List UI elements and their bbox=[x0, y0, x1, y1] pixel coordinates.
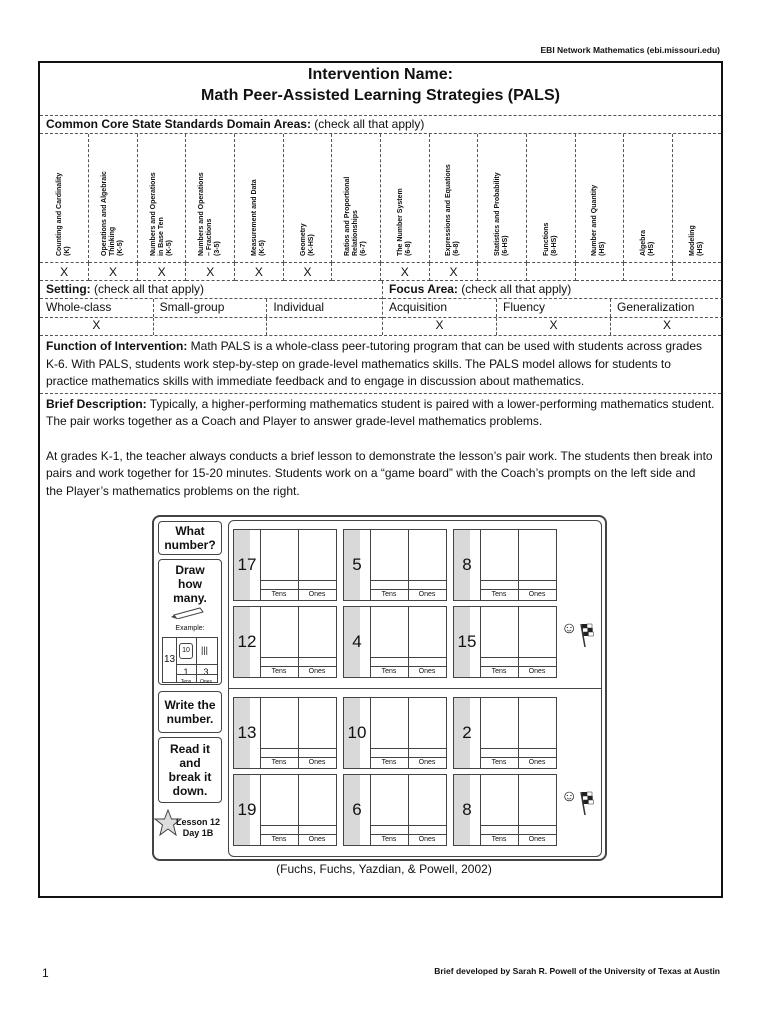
cell-mid-line bbox=[370, 748, 446, 749]
domain-header bbox=[89, 134, 138, 263]
domain-label-line: (HS) bbox=[599, 241, 607, 256]
place-value-labels bbox=[370, 834, 446, 845]
domain-header bbox=[332, 134, 381, 263]
brief-description-section bbox=[40, 394, 721, 520]
ccss-label bbox=[40, 116, 721, 134]
domain-mark: X bbox=[186, 263, 235, 281]
place-value-labels bbox=[480, 589, 556, 600]
focus-mark-fluency: X bbox=[497, 318, 611, 335]
tens-label: Tens bbox=[271, 836, 287, 843]
problem-number: 5 bbox=[344, 530, 371, 600]
ones-label: Ones bbox=[418, 836, 436, 843]
problem-cell bbox=[233, 606, 337, 678]
domain-header bbox=[526, 134, 575, 263]
domain-header bbox=[40, 134, 89, 263]
problem-number: 8 bbox=[454, 775, 481, 845]
domain-header bbox=[429, 134, 478, 263]
problem-cell bbox=[453, 697, 557, 769]
problem-cell bbox=[453, 606, 557, 678]
focus-label-bold: Focus Area: bbox=[389, 282, 458, 296]
domain-label bbox=[494, 172, 510, 256]
example-number: 13 bbox=[163, 638, 177, 682]
setting-option-individual: Individual bbox=[273, 300, 325, 314]
problem-number: 17 bbox=[234, 530, 261, 600]
function-label: Function of Intervention: bbox=[46, 339, 188, 353]
domain-header bbox=[624, 134, 673, 263]
focus-options bbox=[383, 299, 723, 318]
domain-mark: X bbox=[89, 263, 138, 281]
tens-label: Tens bbox=[271, 759, 287, 766]
lesson-number: Lesson 12 bbox=[176, 817, 221, 827]
setting-label bbox=[40, 281, 382, 299]
focus-label bbox=[383, 281, 723, 299]
problem-cell bbox=[233, 529, 337, 601]
function-section bbox=[40, 336, 721, 394]
place-value-labels bbox=[480, 666, 556, 677]
focus-label-rest: (check all that apply) bbox=[457, 282, 572, 296]
lesson-day: Day 1B bbox=[182, 828, 214, 838]
domain-label-line: (HS) bbox=[696, 241, 704, 256]
ones-label: Ones bbox=[308, 668, 326, 675]
domain-label-line: Geometry bbox=[299, 223, 307, 256]
cell-mid-line bbox=[370, 825, 446, 826]
domain-label-line: (K) bbox=[64, 246, 72, 256]
domain-label bbox=[689, 225, 705, 256]
problem-number: 10 bbox=[344, 698, 371, 768]
setting-option-small-group: Small-group bbox=[154, 299, 268, 317]
tens-label: Tens bbox=[381, 591, 397, 598]
cell-mid-line bbox=[480, 748, 556, 749]
domain-label-line: (3-5) bbox=[214, 241, 222, 256]
coach-prompts-column bbox=[154, 517, 228, 859]
domain-label-line: Measurement and Data bbox=[250, 179, 258, 256]
setting-marks bbox=[40, 318, 382, 335]
domain-mark-row bbox=[40, 263, 721, 281]
domain-label bbox=[344, 177, 368, 256]
domain-label-line: Number and Quantity bbox=[591, 184, 599, 256]
footer-credit: Brief developed by Sarah R. Powell of the University of Texas at Austin bbox=[434, 966, 720, 976]
problem-number: 6 bbox=[344, 775, 371, 845]
domain-label bbox=[397, 188, 413, 256]
prompt-write-the-number: Write the number. bbox=[158, 691, 222, 733]
prompt-draw-how-many: Draw how many. bbox=[173, 563, 207, 605]
focus-mark-acquisition: X bbox=[383, 318, 497, 335]
cell-mid-line bbox=[260, 580, 336, 581]
domain-mark: X bbox=[283, 263, 332, 281]
domain-label bbox=[198, 172, 222, 256]
domain-label-line: Modeling bbox=[688, 225, 696, 256]
domain-label-line: (K-5) bbox=[116, 240, 124, 256]
place-value-labels bbox=[260, 589, 336, 600]
problem-cell bbox=[233, 774, 337, 846]
domain-mark: X bbox=[235, 263, 284, 281]
tens-label: Tens bbox=[491, 836, 507, 843]
domain-label bbox=[251, 179, 267, 256]
problem-cell bbox=[343, 774, 447, 846]
domain-label-line: (K-5) bbox=[258, 240, 266, 256]
cell-mid-line bbox=[370, 580, 446, 581]
prompt-what-number: What number? bbox=[158, 521, 222, 555]
focus-option-generalization: Generalization bbox=[617, 300, 695, 314]
domain-label bbox=[150, 172, 174, 256]
domain-header bbox=[283, 134, 332, 263]
problem-number: 13 bbox=[234, 698, 261, 768]
problem-number: 4 bbox=[344, 607, 371, 677]
domain-label-line: (8-HS) bbox=[550, 235, 558, 256]
prompt-draw-how-many-box bbox=[158, 559, 222, 685]
tens-label: Tens bbox=[491, 591, 507, 598]
domain-label-line: (6-HS) bbox=[502, 235, 510, 256]
cell-mid-line bbox=[370, 657, 446, 658]
focus-mark-generalization: X bbox=[662, 318, 671, 332]
ones-label: Ones bbox=[308, 759, 326, 766]
tens-label: Tens bbox=[381, 759, 397, 766]
domain-label-line: – Fractions bbox=[206, 218, 214, 256]
domain-label-line: Relationships bbox=[352, 210, 360, 256]
place-value-labels bbox=[260, 666, 336, 677]
setting-option-whole-class: Whole-class bbox=[40, 299, 154, 317]
domain-header bbox=[186, 134, 235, 263]
domain-mark bbox=[332, 263, 381, 281]
setting-label-rest: (check all that apply) bbox=[90, 282, 205, 296]
domain-label bbox=[543, 223, 559, 256]
domain-label-line: Statistics and Probability bbox=[494, 172, 502, 256]
domain-label-line: Numbers and Operations bbox=[149, 172, 157, 256]
checkered-flag-icon bbox=[579, 622, 597, 653]
focus-marks bbox=[383, 318, 723, 335]
cell-mid-line bbox=[480, 825, 556, 826]
setting-mark-individual bbox=[267, 318, 382, 335]
ones-label: Ones bbox=[528, 668, 546, 675]
player-problems-grid bbox=[228, 520, 602, 857]
domain-header bbox=[575, 134, 624, 263]
domain-mark: X bbox=[137, 263, 186, 281]
domain-label-line: Expressions and Equations bbox=[445, 164, 453, 256]
domain-label-line: (6-7) bbox=[360, 241, 368, 256]
smiley-icon: ☺ bbox=[561, 788, 578, 805]
domain-label bbox=[300, 223, 316, 256]
domain-label-line: Thinking bbox=[108, 226, 116, 256]
problem-cell bbox=[343, 606, 447, 678]
domain-header bbox=[137, 134, 186, 263]
grid-divider bbox=[229, 688, 601, 689]
cell-mid-line bbox=[260, 825, 336, 826]
domain-label bbox=[445, 164, 461, 256]
checkered-flag-icon bbox=[579, 790, 597, 821]
domain-mark bbox=[672, 263, 721, 281]
ones-label: Ones bbox=[528, 759, 546, 766]
cell-mid-line bbox=[260, 748, 336, 749]
domain-label-line: Numbers and Operations bbox=[198, 172, 206, 256]
brief-text-1: Typically, a higher-performing mathematics student is paired with a lower-performing mathematics student. The pair works together as a Coach and Player to answer grade-level mathematics problems. bbox=[46, 396, 715, 428]
ones-label: Ones bbox=[418, 668, 436, 675]
ones-label: Ones bbox=[308, 591, 326, 598]
example-label: Example: bbox=[175, 625, 205, 632]
setting-mark-whole-class: X bbox=[40, 318, 154, 335]
example-cell bbox=[162, 637, 218, 683]
tens-label: Tens bbox=[271, 668, 287, 675]
page-number: 1 bbox=[42, 966, 49, 980]
pencil-icon bbox=[170, 605, 210, 619]
cell-mid-line bbox=[480, 580, 556, 581]
domain-label-line: Operations and Algebraic bbox=[100, 171, 108, 256]
setting-mark-small-group bbox=[154, 318, 268, 335]
place-value-labels bbox=[370, 589, 446, 600]
problem-cell bbox=[453, 774, 557, 846]
domain-mark bbox=[624, 263, 673, 281]
ones-label: Ones bbox=[308, 836, 326, 843]
domain-mark: X bbox=[429, 263, 478, 281]
ten-stick-icon: 10 bbox=[179, 643, 193, 659]
problem-number: 12 bbox=[234, 607, 261, 677]
ones-label: Ones bbox=[528, 836, 546, 843]
function-text: Math PALS is a whole-class peer-tutoring program that can be used with students across grades K-6. With PALS, students work step-by-step on grade-level mathematics skills. The PALS model allows for students to practice mathematics skills with immediate feedback and to engage in discussion about mathematics. bbox=[46, 339, 703, 388]
focus-section bbox=[383, 281, 723, 335]
domain-label-line: Ratios and Proportional bbox=[344, 176, 352, 256]
problem-number: 2 bbox=[454, 698, 481, 768]
tens-label: Tens bbox=[491, 668, 507, 675]
domain-mark bbox=[526, 263, 575, 281]
setting-label-bold: Setting: bbox=[46, 282, 91, 296]
place-value-labels bbox=[370, 666, 446, 677]
domain-label-line: (K-5) bbox=[165, 240, 173, 256]
domain-label-line: (HS) bbox=[648, 241, 655, 256]
prompt-read-it-and-break-it-down: Read it and break it down. bbox=[158, 737, 222, 803]
setting-section bbox=[40, 281, 383, 335]
brief-label: Brief Description: bbox=[46, 396, 147, 411]
domain-label-line: (6-8) bbox=[453, 241, 461, 256]
title-line-1: Intervention Name: bbox=[308, 66, 453, 83]
place-value-labels bbox=[480, 757, 556, 768]
domain-mark: X bbox=[380, 263, 429, 281]
focus-option-fluency: Fluency bbox=[497, 299, 611, 317]
domain-header bbox=[380, 134, 429, 263]
problem-number: 19 bbox=[234, 775, 261, 845]
ones-label: Ones bbox=[418, 591, 436, 598]
problem-cell bbox=[343, 529, 447, 601]
domain-label bbox=[591, 185, 607, 256]
domain-mark bbox=[478, 263, 527, 281]
domain-label bbox=[101, 171, 125, 256]
game-board-figure bbox=[152, 515, 607, 861]
cell-mid-line bbox=[480, 657, 556, 658]
ones-tally-icon: ||| bbox=[201, 645, 209, 655]
domain-label-line: (6-8) bbox=[404, 241, 412, 256]
tens-label: Tens bbox=[491, 759, 507, 766]
title-line-2: Math Peer-Assisted Learning Strategies (PALS) bbox=[201, 87, 560, 104]
domain-header bbox=[672, 134, 721, 263]
domain-label-line: Counting and Cardinality bbox=[56, 172, 64, 256]
problem-number: 8 bbox=[454, 530, 481, 600]
place-value-labels bbox=[480, 834, 556, 845]
place-value-labels bbox=[260, 757, 336, 768]
place-value-labels bbox=[370, 757, 446, 768]
lesson-label bbox=[176, 817, 220, 839]
ones-label: Ones bbox=[418, 759, 436, 766]
domain-header bbox=[235, 134, 284, 263]
example-ones-value: 3 bbox=[203, 667, 209, 677]
cell-mid-line bbox=[260, 657, 336, 658]
domain-label bbox=[640, 230, 656, 256]
place-value-labels bbox=[260, 834, 336, 845]
domain-mark: X bbox=[40, 263, 89, 281]
tens-label: Tens bbox=[381, 836, 397, 843]
domain-label-line: in Base Ten bbox=[157, 217, 165, 256]
smiley-icon: ☺ bbox=[561, 620, 578, 637]
source-line: EBI Network Mathematics (ebi.missouri.edu) bbox=[540, 45, 720, 55]
example-ones-label: Ones bbox=[200, 679, 212, 685]
setting-focus-row bbox=[40, 281, 721, 336]
title-block bbox=[40, 63, 721, 116]
domain-label-line: (K-HS) bbox=[307, 234, 315, 256]
problem-number: 15 bbox=[454, 607, 481, 677]
citation: (Fuchs, Fuchs, Yazdian, & Powell, 2002) bbox=[276, 862, 492, 876]
domain-label-line: Algebra bbox=[640, 229, 647, 256]
domain-header bbox=[478, 134, 527, 263]
problem-cell bbox=[343, 697, 447, 769]
domain-mark bbox=[575, 263, 624, 281]
example-tens-label: Tens bbox=[180, 679, 192, 685]
tens-label: Tens bbox=[381, 668, 397, 675]
tens-label: Tens bbox=[271, 591, 287, 598]
domain-head-row bbox=[40, 134, 721, 263]
problem-cell bbox=[453, 529, 557, 601]
example-tens-value: 1 bbox=[183, 667, 189, 677]
ones-label: Ones bbox=[528, 591, 546, 598]
domain-label bbox=[56, 173, 72, 256]
ccss-label-bold: Common Core State Standards Domain Areas: bbox=[46, 117, 311, 131]
ccss-label-rest: (check all that apply) bbox=[310, 117, 425, 131]
setting-options bbox=[40, 299, 382, 318]
domain-table bbox=[40, 134, 721, 281]
problem-cell bbox=[233, 697, 337, 769]
focus-option-acquisition: Acquisition bbox=[383, 299, 497, 317]
domain-label-line: The Number System bbox=[396, 188, 404, 256]
domain-label-line: Functions bbox=[542, 222, 550, 256]
brief-text-2: At grades K-1, the teacher always conducts a brief lesson to demonstrate the lesson’s pair work. The students then break into pairs and work together for 15-20 minutes. Students work on a “game board” with the Coach’s prompts on the left side and the Player’s mathematics problems on the right. bbox=[46, 448, 713, 498]
